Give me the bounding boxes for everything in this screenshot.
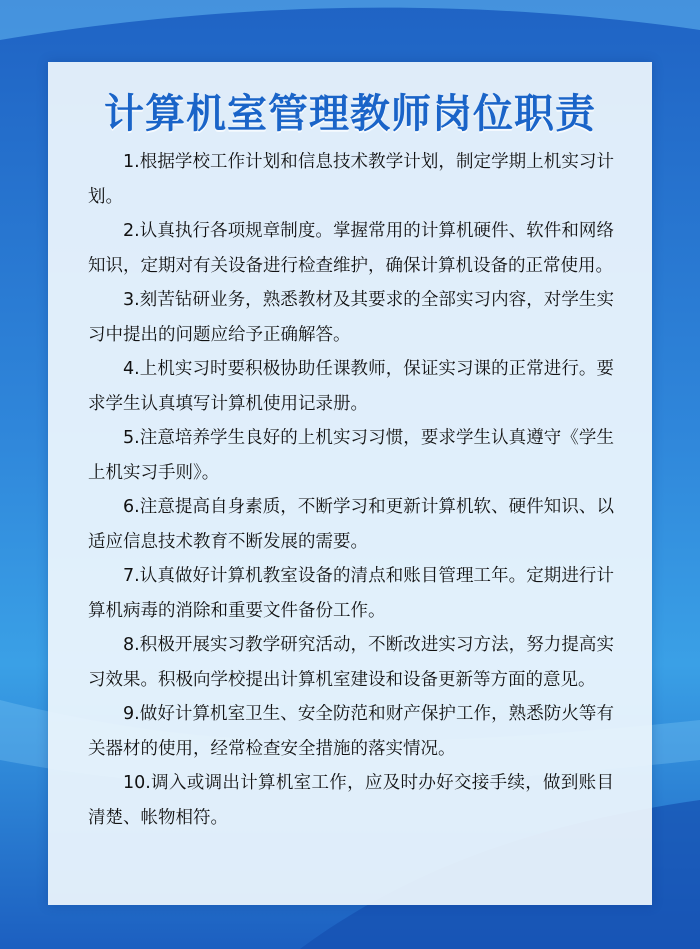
duty-item: 5.注意培养学生良好的上机实习习惯，要求学生认真遵守《学生上机实习手则》。 <box>88 428 614 483</box>
duty-item: 6.注意提高自身素质，不断学习和更新计算机软、硬件知识、以适应信息技术教育不断发展的需要。 <box>88 497 614 552</box>
duty-item: 3.刻苦钻研业务，熟悉教材及其要求的全部实习内容，对学生实习中提出的问题应给予正确解答。 <box>88 290 614 345</box>
page-title: 计算机室管理教师岗位职责 <box>104 91 596 137</box>
duty-item: 1.根据学校工作计划和信息技术教学计划，制定学期上机实习计划。 <box>88 152 614 207</box>
duty-item: 10.调入或调出计算机室工作，应及时办好交接手续，做到账目清楚、帐物相符。 <box>88 773 614 828</box>
duty-item: 8.积极开展实习教学研究活动，不断改进实习方法，努力提高实习效果。积极向学校提出计算机室建设和设备更新等方面的意见。 <box>88 635 614 690</box>
duty-item: 7.认真做好计算机教室设备的清点和账目管理工年。定期进行计算机病毒的消除和重要文件备份工作。 <box>88 566 614 621</box>
duty-item: 4.上机实习时要积极协助任课教师，保证实习课的正常进行。要求学生认真填写计算机使用记录册。 <box>88 359 614 414</box>
duty-list <box>88 145 614 835</box>
duty-item: 2.认真执行各项规章制度。掌握常用的计算机硬件、软件和网络知识，定期对有关设备进行检查维护，确保计算机设备的正常使用。 <box>88 221 614 276</box>
duty-item: 9.做好计算机室卫生、安全防范和财产保护工作，熟悉防火等有关器材的使用，经常检查安全措施的落实情况。 <box>88 704 614 759</box>
